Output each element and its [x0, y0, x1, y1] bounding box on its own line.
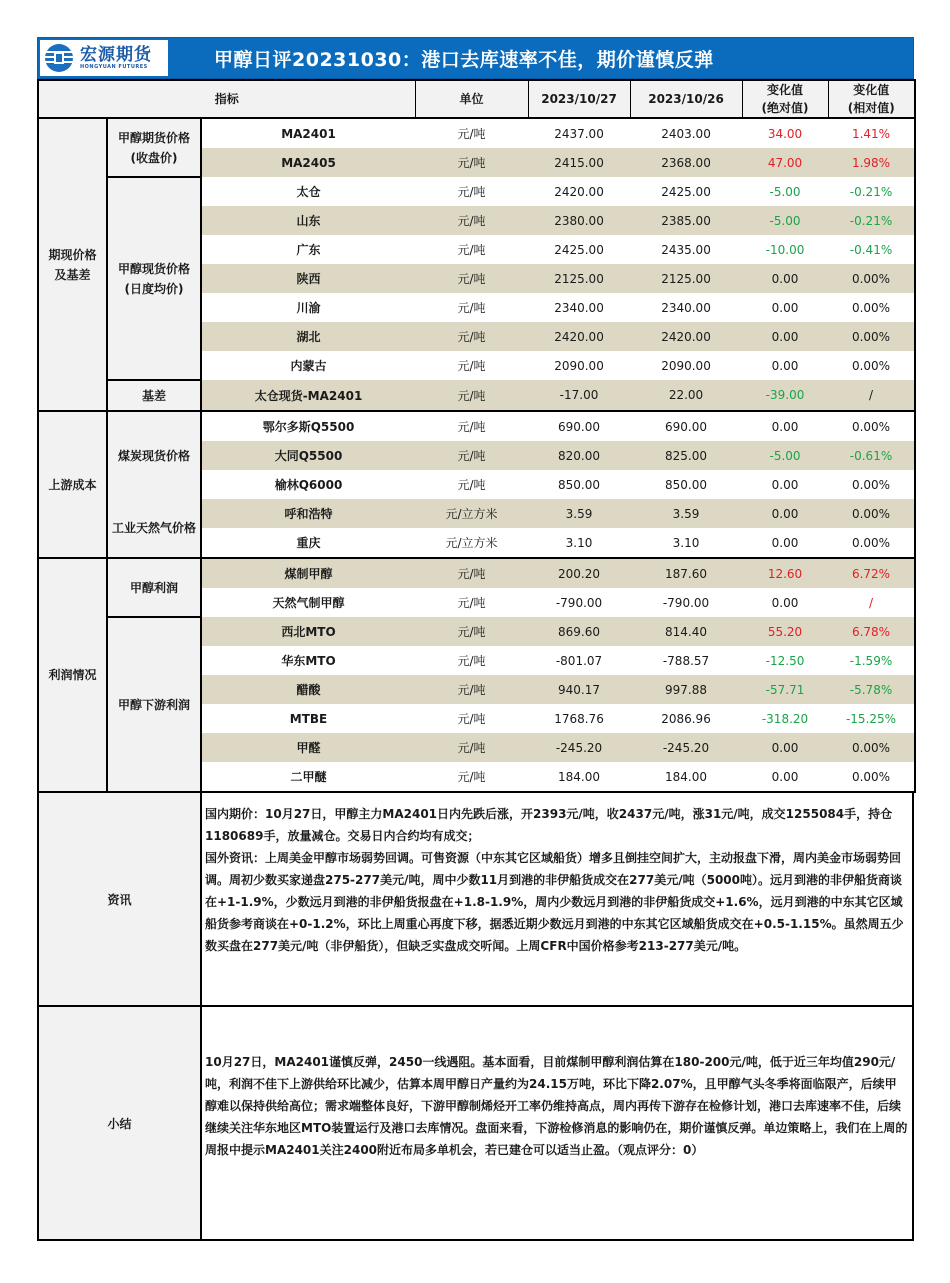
table-row: 重庆 元/立方米 3.10 3.10 0.00 0.00% — [38, 528, 915, 558]
subcategory-coal-price: 煤炭现货价格 — [107, 411, 201, 499]
table-row: 大同Q5500 元/吨 820.00 825.00 -5.00 -0.61% — [38, 441, 915, 470]
table-row: MA2405 元/吨 2415.00 2368.00 47.00 1.98% — [38, 148, 915, 177]
header-date1: 2023/10/27 — [528, 80, 630, 118]
category-upstream-cost: 上游成本 — [38, 411, 107, 558]
foreign-news: 国外资讯：上周美金甲醇市场弱势回调。可售资源（中东其它区域船货）增多且倒挂空间扩大，主动报盘下滑，周内美金市场弱势回调。周初少数买家递盘275-277美元/吨，周中少数11月到港的非伊船货成交在277美元/吨（5000吨）。远月到港的非伊船货商谈在+1-1.9%，少数远月到港的非伊船货报盘在+1.8-1.9%，周内少数远月到港的非伊船货成交+1.6%，远月到港的中东其它区域船货参考商谈在+0-1.2%，环比上周重心再度下移，据悉近期少数远月到港的中东其它区域船货成交在+0.5-1.15%。虽然周五少数买盘在277美元/吨（非伊船货），但缺乏实盘成交听闻。上周CFR中国价格参考213-277美元/吨。 — [205, 851, 904, 953]
table-row: 甲醇下游利润 西北MTO 元/吨 869.60 814.40 55.20 6.78% — [38, 617, 915, 646]
logo-english-name: HONGYUAN FUTURES — [80, 63, 148, 70]
report-banner — [37, 37, 914, 79]
table-row: MTBE 元/吨 1768.76 2086.96 -318.20 -15.25% — [38, 704, 915, 733]
header-rel-change: 变化值 (相对值) — [828, 80, 915, 118]
methanol-daily-report — [37, 37, 914, 1241]
subcategory-downstream-profit: 甲醇下游利润 — [107, 617, 201, 792]
header-date2: 2023/10/26 — [630, 80, 742, 118]
table-row: 华东MTO 元/吨 -801.07 -788.57 -12.50 -1.59% — [38, 646, 915, 675]
table-row: 醋酸 元/吨 940.17 997.88 -57.71 -5.78% — [38, 675, 915, 704]
table-row: 二甲醚 元/吨 184.00 184.00 0.00 0.00% — [38, 762, 915, 792]
subcategory-methanol-profit: 甲醇利润 — [107, 558, 201, 617]
header-abs-change: 变化值 (绝对值) — [742, 80, 828, 118]
news-body — [202, 793, 912, 1005]
category-profit: 利润情况 — [38, 558, 107, 792]
table-row: 榆林Q6000 元/吨 850.00 850.00 0.00 0.00% — [38, 470, 915, 499]
table-row: 山东 元/吨 2380.00 2385.00 -5.00 -0.21% — [38, 206, 915, 235]
table-row: 天然气制甲醇 元/吨 -790.00 -790.00 0.00 / — [38, 588, 915, 617]
table-row: 甲醇现货价格 (日度均价) 太仓 元/吨 2420.00 2425.00 -5.00 -0.21% — [38, 177, 915, 206]
table-row: 陕西 元/吨 2125.00 2125.00 0.00 0.00% — [38, 264, 915, 293]
table-row: 广东 元/吨 2425.00 2435.00 -10.00 -0.41% — [38, 235, 915, 264]
subcategory-basis: 基差 — [107, 380, 201, 411]
summary-body: 10月27日，MA2401谨慎反弹，2450一线遇阻。基本面看，目前煤制甲醇利润估算在180-200元/吨，低于近三年均值290元/吨，利润不佳下上游供给环比减少，估算本周甲醇日产量约为24.15万吨，环比下降2.07%，且甲醇气头冬季将面临限产，后续甲醇难以保持供给高位；需求端整体良好，下游甲醇制烯烃开工率仍维持高点，周内再传下游存在检修计划，港口去库速率不佳，后续继续关注华东地区MTO装置运行及港口去库情况。盘面来看，下游检修消息的影响仍在，期价谨慎反弹。单边策略上，我们在上周的周报中提示MA2401关注2400附近布局多单机会，若已建仓可以适当止盈。（观点评分：0） — [202, 1007, 912, 1239]
table-row: 工业天然气价格 呼和浩特 元/立方米 3.59 3.59 0.00 0.00% — [38, 499, 915, 528]
logo-chinese-name: 宏源期货 — [80, 44, 152, 65]
table-row: 川渝 元/吨 2340.00 2340.00 0.00 0.00% — [38, 293, 915, 322]
category-price-basis: 期现价格 及基差 — [38, 118, 107, 411]
table-header-row — [38, 80, 915, 118]
table-row: 期现价格 及基差 甲醇期货价格 (收盘价) MA2401 元/吨 2437.00 2403.00 34.00 1.41% — [38, 118, 915, 148]
news-section — [37, 793, 914, 1007]
logo-mark-icon — [44, 43, 74, 73]
subcategory-gas-price: 工业天然气价格 — [107, 499, 201, 558]
table-row: 上游成本 煤炭现货价格 鄂尔多斯Q5500 元/吨 690.00 690.00 0.00 0.00% — [38, 411, 915, 441]
summary-section — [37, 1007, 914, 1241]
subcategory-spot-price: 甲醇现货价格 (日度均价) — [107, 177, 201, 380]
table-row: 甲醛 元/吨 -245.20 -245.20 0.00 0.00% — [38, 733, 915, 762]
table-row: 利润情况 甲醇利润 煤制甲醇 元/吨 200.20 187.60 12.60 6.72% — [38, 558, 915, 588]
report-title: 甲醇日评20231030：港口去库速率不佳，期价谨慎反弹 — [214, 48, 714, 71]
table-row: 湖北 元/吨 2420.00 2420.00 0.00 0.00% — [38, 322, 915, 351]
indicator-table — [37, 79, 916, 793]
header-indicator: 指标 — [38, 80, 415, 118]
table-row: 基差 太仓现货-MA2401 元/吨 -17.00 22.00 -39.00 / — [38, 380, 915, 411]
subcategory-futures-price: 甲醇期货价格 (收盘价) — [107, 118, 201, 177]
news-label: 资讯 — [39, 793, 202, 1005]
table-row: 内蒙古 元/吨 2090.00 2090.00 0.00 0.00% — [38, 351, 915, 380]
company-logo — [40, 40, 168, 76]
domestic-news: 国内期价：10月27日，甲醇主力MA2401日内先跌后涨，开2393元/吨，收2437元/吨，涨31元/吨，成交1255084手，持仓1180689手，放量减仓。交易日内合约均有成交； — [205, 807, 893, 843]
header-unit: 单位 — [415, 80, 528, 118]
summary-label: 小结 — [39, 1007, 202, 1239]
